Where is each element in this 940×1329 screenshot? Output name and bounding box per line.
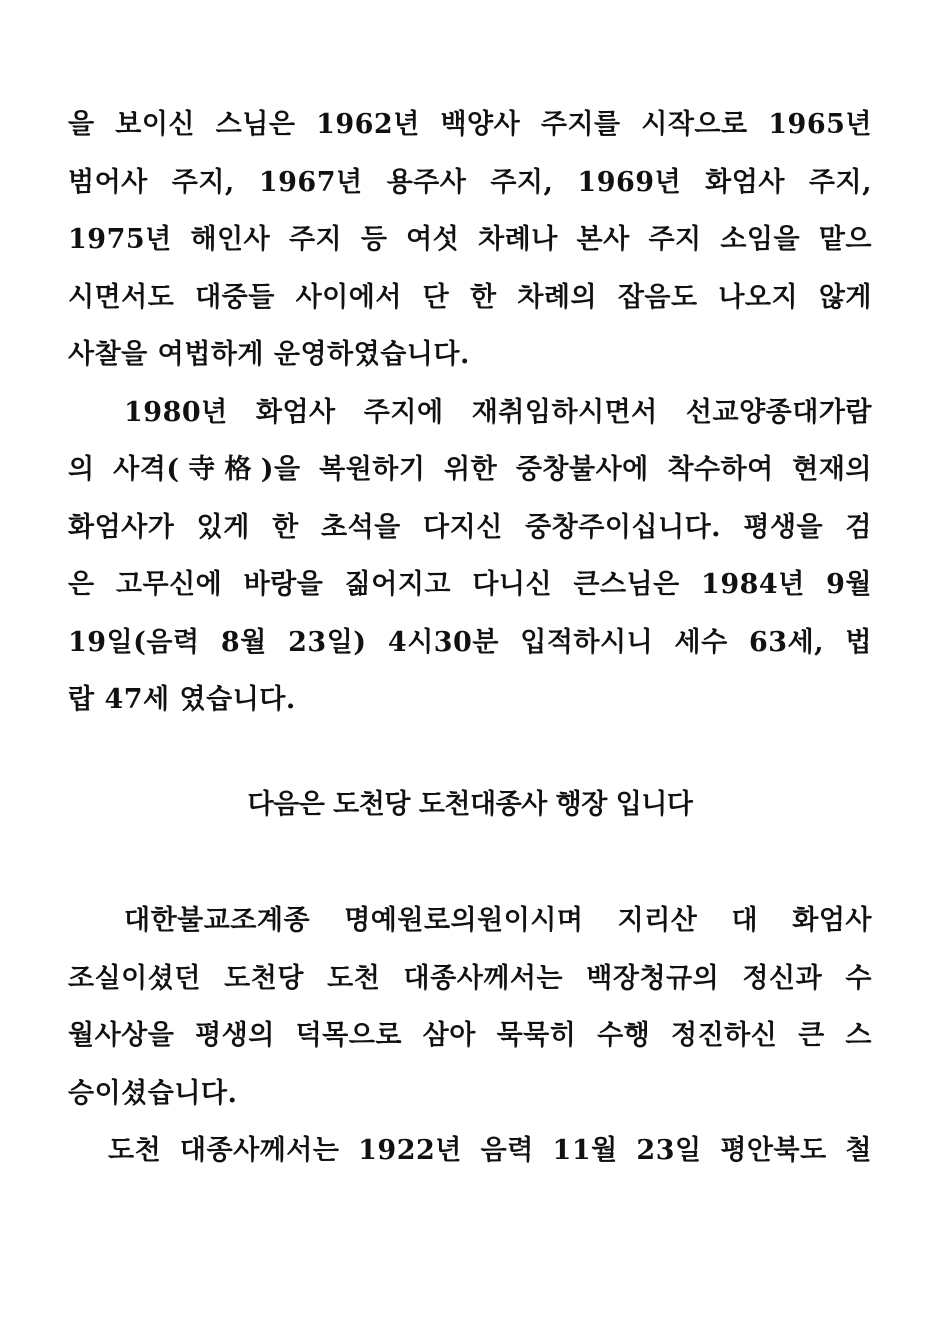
text-line: 승이셨습니다. (68, 1077, 238, 1109)
section-heading: 다음은 도천당 도천대종사 행장 입니다 (247, 789, 693, 820)
text-line: 19일(음력 8월 23일) 4시30분 입적하시니 세수 63세, 법 (68, 626, 872, 658)
text-line: 조실이셨던 도천당 도천 대종사께서는 백장청규의 정신과 수 (68, 962, 872, 994)
text-line: 1975년 해인사 주지 등 여섯 차례나 본사 주지 소임을 맡으 (68, 224, 872, 255)
text-line: 시면서도 대중들 사이에서 단 한 차례의 잡음도 나오지 않게 (68, 281, 872, 313)
text-line: 도천 대종사께서는 1922년 음력 11월 23일 평안북도 철 (108, 1135, 872, 1166)
text-line: 대한불교조계종 명예원로의원이시며 지리산 대 화엄사 (124, 905, 872, 936)
text-line: 을 보이신 스님은 1962년 백양사 주지를 시작으로 1965년 (68, 109, 872, 140)
text-line: 은 고무신에 바랑을 짊어지고 다니신 큰스님은 1984년 9월 (68, 569, 872, 600)
text-line: 화엄사가 있게 한 초석을 다지신 중창주이십니다. 평생을 검 (68, 511, 872, 543)
text-line: 1980년 화엄사 주지에 재취임하시면서 선교양종대가람 (124, 396, 872, 428)
document-body-bottom (68, 892, 872, 1180)
text-line: 범어사 주지, 1967년 용주사 주지, 1969년 화엄사 주지, (68, 166, 872, 198)
document-body-top (68, 96, 872, 729)
text-line: 사찰을 여법하게 운영하였습니다. (68, 339, 470, 370)
text-line: 랍 47세 였습니다. (68, 684, 296, 715)
text-line: 월사상을 평생의 덕목으로 삼아 묵묵히 수행 정진하신 큰 스 (68, 1020, 872, 1051)
text-line: 의 사격(寺格)을 복원하기 위한 중창불사에 착수하여 현재의 (68, 454, 872, 485)
